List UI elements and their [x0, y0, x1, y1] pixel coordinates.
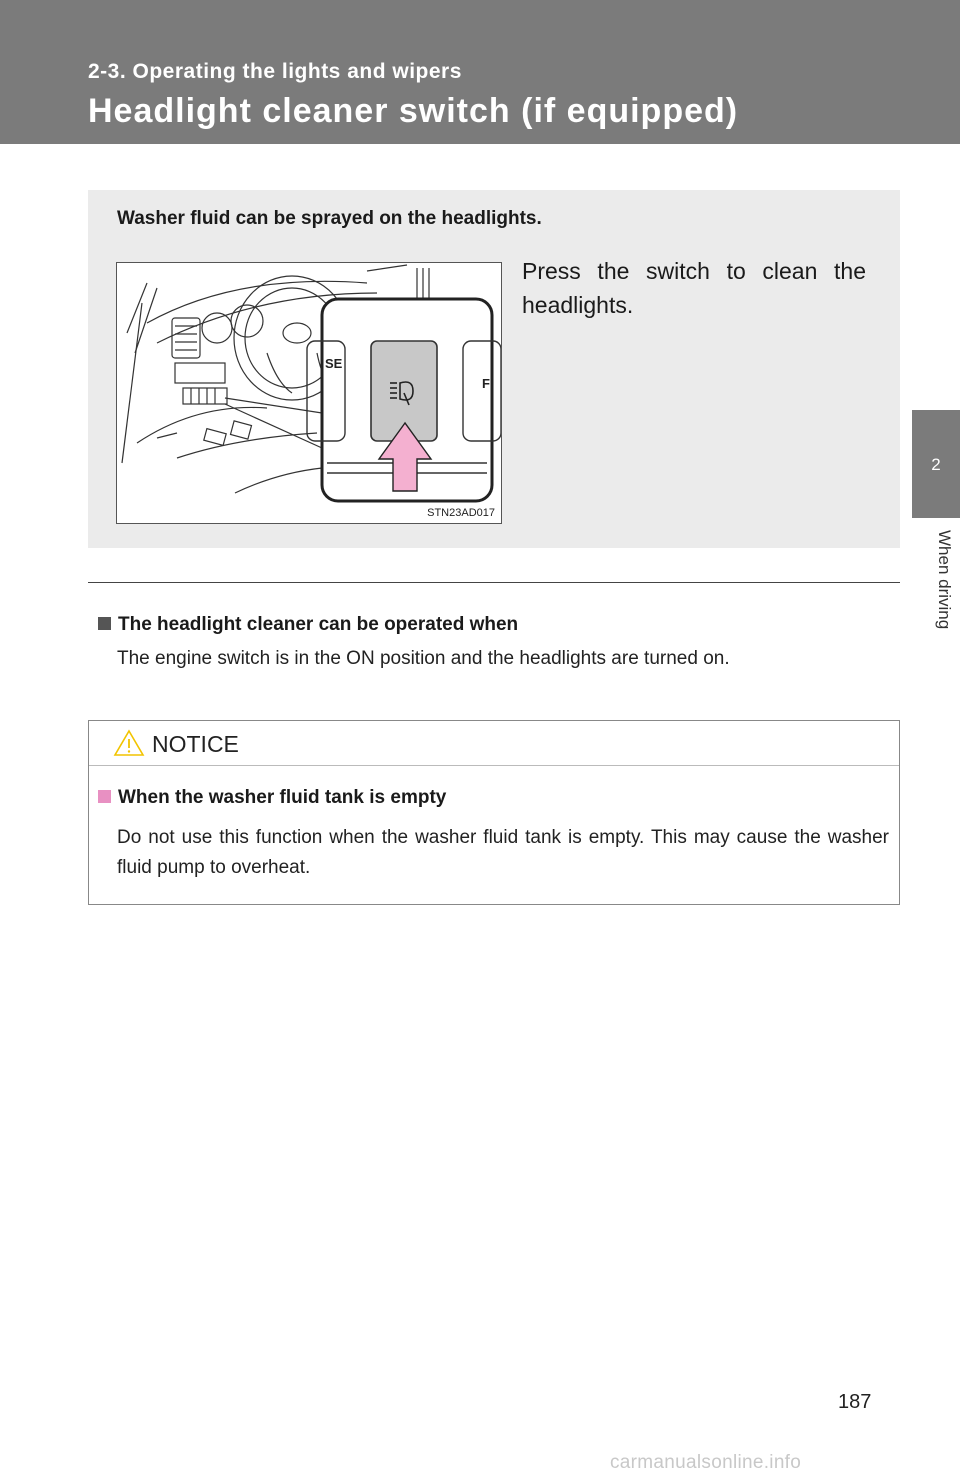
notice-header [89, 721, 899, 766]
side-tab-divider [912, 518, 960, 520]
page-title: Headlight cleaner switch (if equipped) [88, 92, 739, 130]
intro-lead: Washer fluid can be sprayed on the headlights. [117, 208, 542, 229]
figure-code: STN23AD017 [427, 507, 495, 519]
notice-subheading [98, 787, 446, 809]
watermark: carmanualsonline.info [610, 1452, 802, 1473]
warning-triangle-icon [113, 729, 145, 757]
note-body: The engine switch is in the ON position and the headlights are turned on. [117, 648, 730, 669]
notice-subheading-text: When the washer fluid tank is empty [118, 787, 447, 808]
switch-label-left: SE [325, 356, 343, 371]
section-label: 2-3. Operating the lights and wipers [88, 60, 462, 83]
instruction-text: Press the switch to clean the headlights. [522, 258, 866, 318]
notice-box [88, 720, 900, 905]
chapter-name: When driving [935, 530, 954, 630]
dashboard-drawing [117, 263, 501, 523]
note-heading-text: The headlight cleaner can be operated when [118, 614, 519, 635]
notice-text: Do not use this function when the washer fluid tank is empty. This may cause the washer fluid pump to overheat. [117, 827, 889, 878]
bullet-square-icon [98, 617, 111, 630]
page-header [0, 0, 960, 144]
bullet-square-icon [98, 790, 111, 803]
note-heading [98, 614, 518, 636]
switch-label-right: F [482, 376, 490, 391]
notice-title: NOTICE [152, 731, 239, 757]
page-number: 187 [838, 1391, 872, 1413]
section-divider [88, 582, 900, 583]
chapter-tab[interactable]: 2 [912, 412, 960, 518]
dashboard-illustration [116, 262, 502, 524]
